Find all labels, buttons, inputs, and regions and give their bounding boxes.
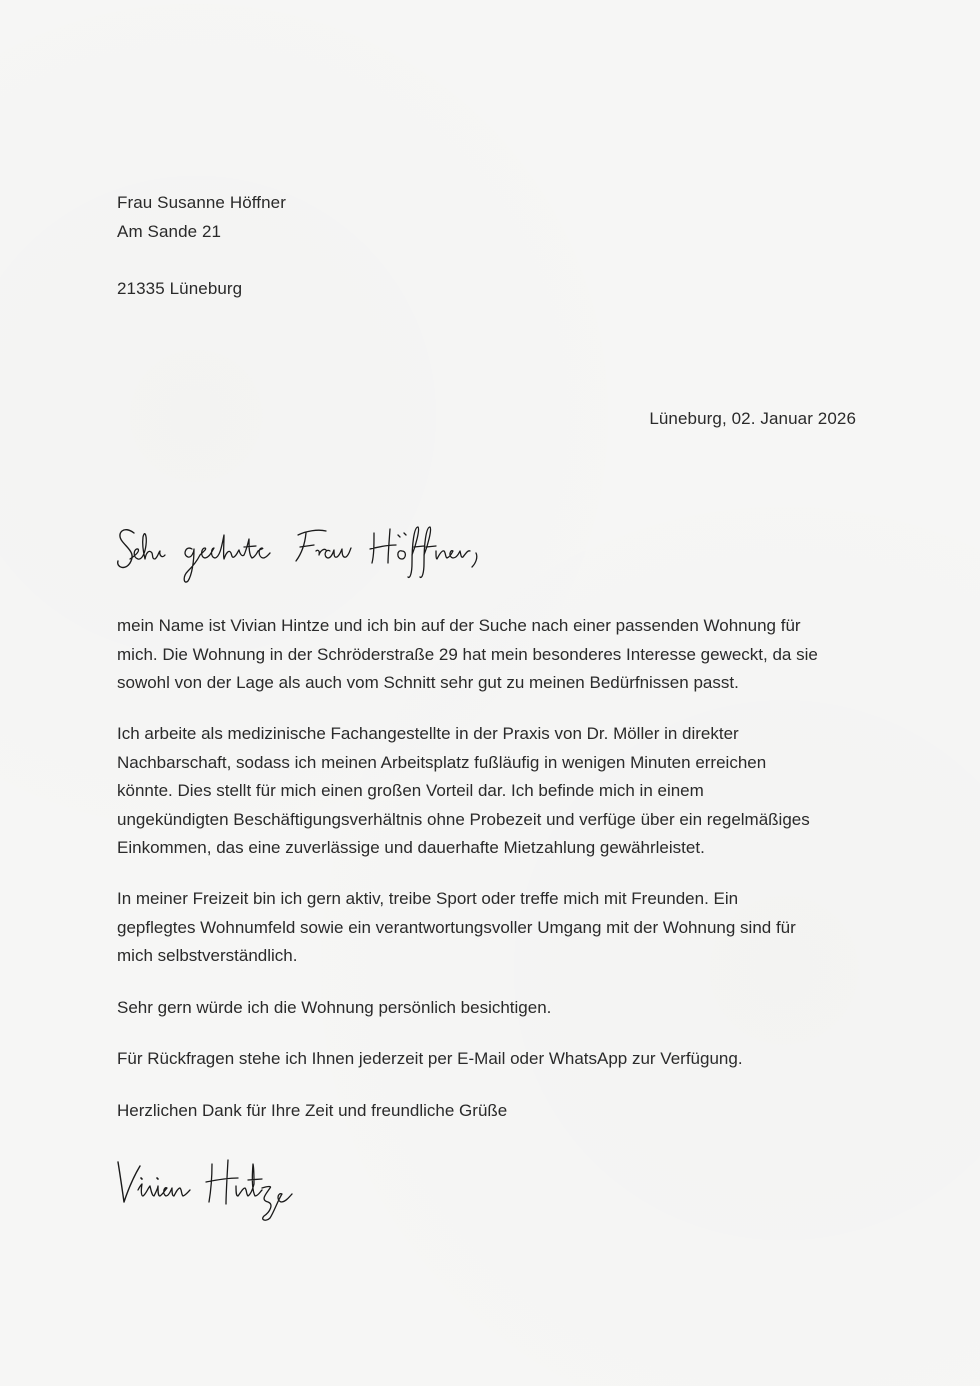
closing-line — [117, 1097, 877, 1126]
text-line: Sehr gern würde ich die Wohnung persönlich besichtigen. — [117, 998, 552, 1017]
recipient-street: Am Sande 21 — [117, 222, 222, 241]
text-line: ungekündigten Beschäftigungsverhältnis ohne Probezeit und verfüge über ein regelmäßiges — [117, 809, 810, 829]
text-line: gepflegtes Wohnumfeld sowie ein verantwortungsvoller Umgang mit der Wohnung sind für — [117, 917, 796, 937]
paragraph-introduction — [117, 612, 877, 698]
recipient-name: Frau Susanne Höffner — [117, 193, 286, 212]
text-line: mein Name ist Vivian Hintze und ich bin auf der Suche nach einer passenden Wohnung für — [117, 616, 801, 635]
text-line: mich selbstverständlich. — [117, 946, 298, 965]
paragraph-viewing — [117, 994, 877, 1023]
date-line: Lüneburg, 02. Januar 2026 — [649, 409, 856, 428]
text-line: Für Rückfragen stehe ich Ihnen jederzeit per E-Mail oder WhatsApp zur Verfügung. — [117, 1049, 743, 1068]
paragraph-leisure — [117, 885, 877, 971]
text-line: In meiner Freizeit bin ich gern aktiv, treibe Sport oder treffe mich mit Freunden. Ein — [117, 889, 739, 908]
text-line: Einkommen, das eine zuverlässige und dauerhafte Mietzahlung gewährleistet. — [117, 838, 705, 857]
text-line: Ich arbeite als medizinische Fachangestellte in der Praxis von Dr. Möller in direkter — [117, 724, 739, 743]
recipient-city: 21335 Lüneburg — [117, 279, 243, 298]
text-line: könnte. Dies stellt für mich einen großen Vorteil dar. Ich befinde mich in einem — [117, 781, 704, 800]
paragraph-contact — [117, 1045, 877, 1074]
text-line: Herzlichen Dank für Ihre Zeit und freundliche Grüße — [117, 1101, 508, 1120]
signature-handwritten — [110, 1150, 310, 1230]
paragraph-employment — [117, 720, 877, 863]
text-line: sowohl von der Lage als auch vom Schnitt sehr gut zu meinen Bedürfnissen passt. — [117, 673, 739, 692]
text-line: Nachbarschaft, sodass ich meinen Arbeitsplatz fußläufig in wenigen Minuten erreichen — [117, 752, 767, 772]
text-line: mich. Die Wohnung in der Schröderstraße 29 hat mein besonderes Interesse geweckt, da sie — [117, 644, 818, 664]
salutation-handwritten — [112, 515, 492, 590]
